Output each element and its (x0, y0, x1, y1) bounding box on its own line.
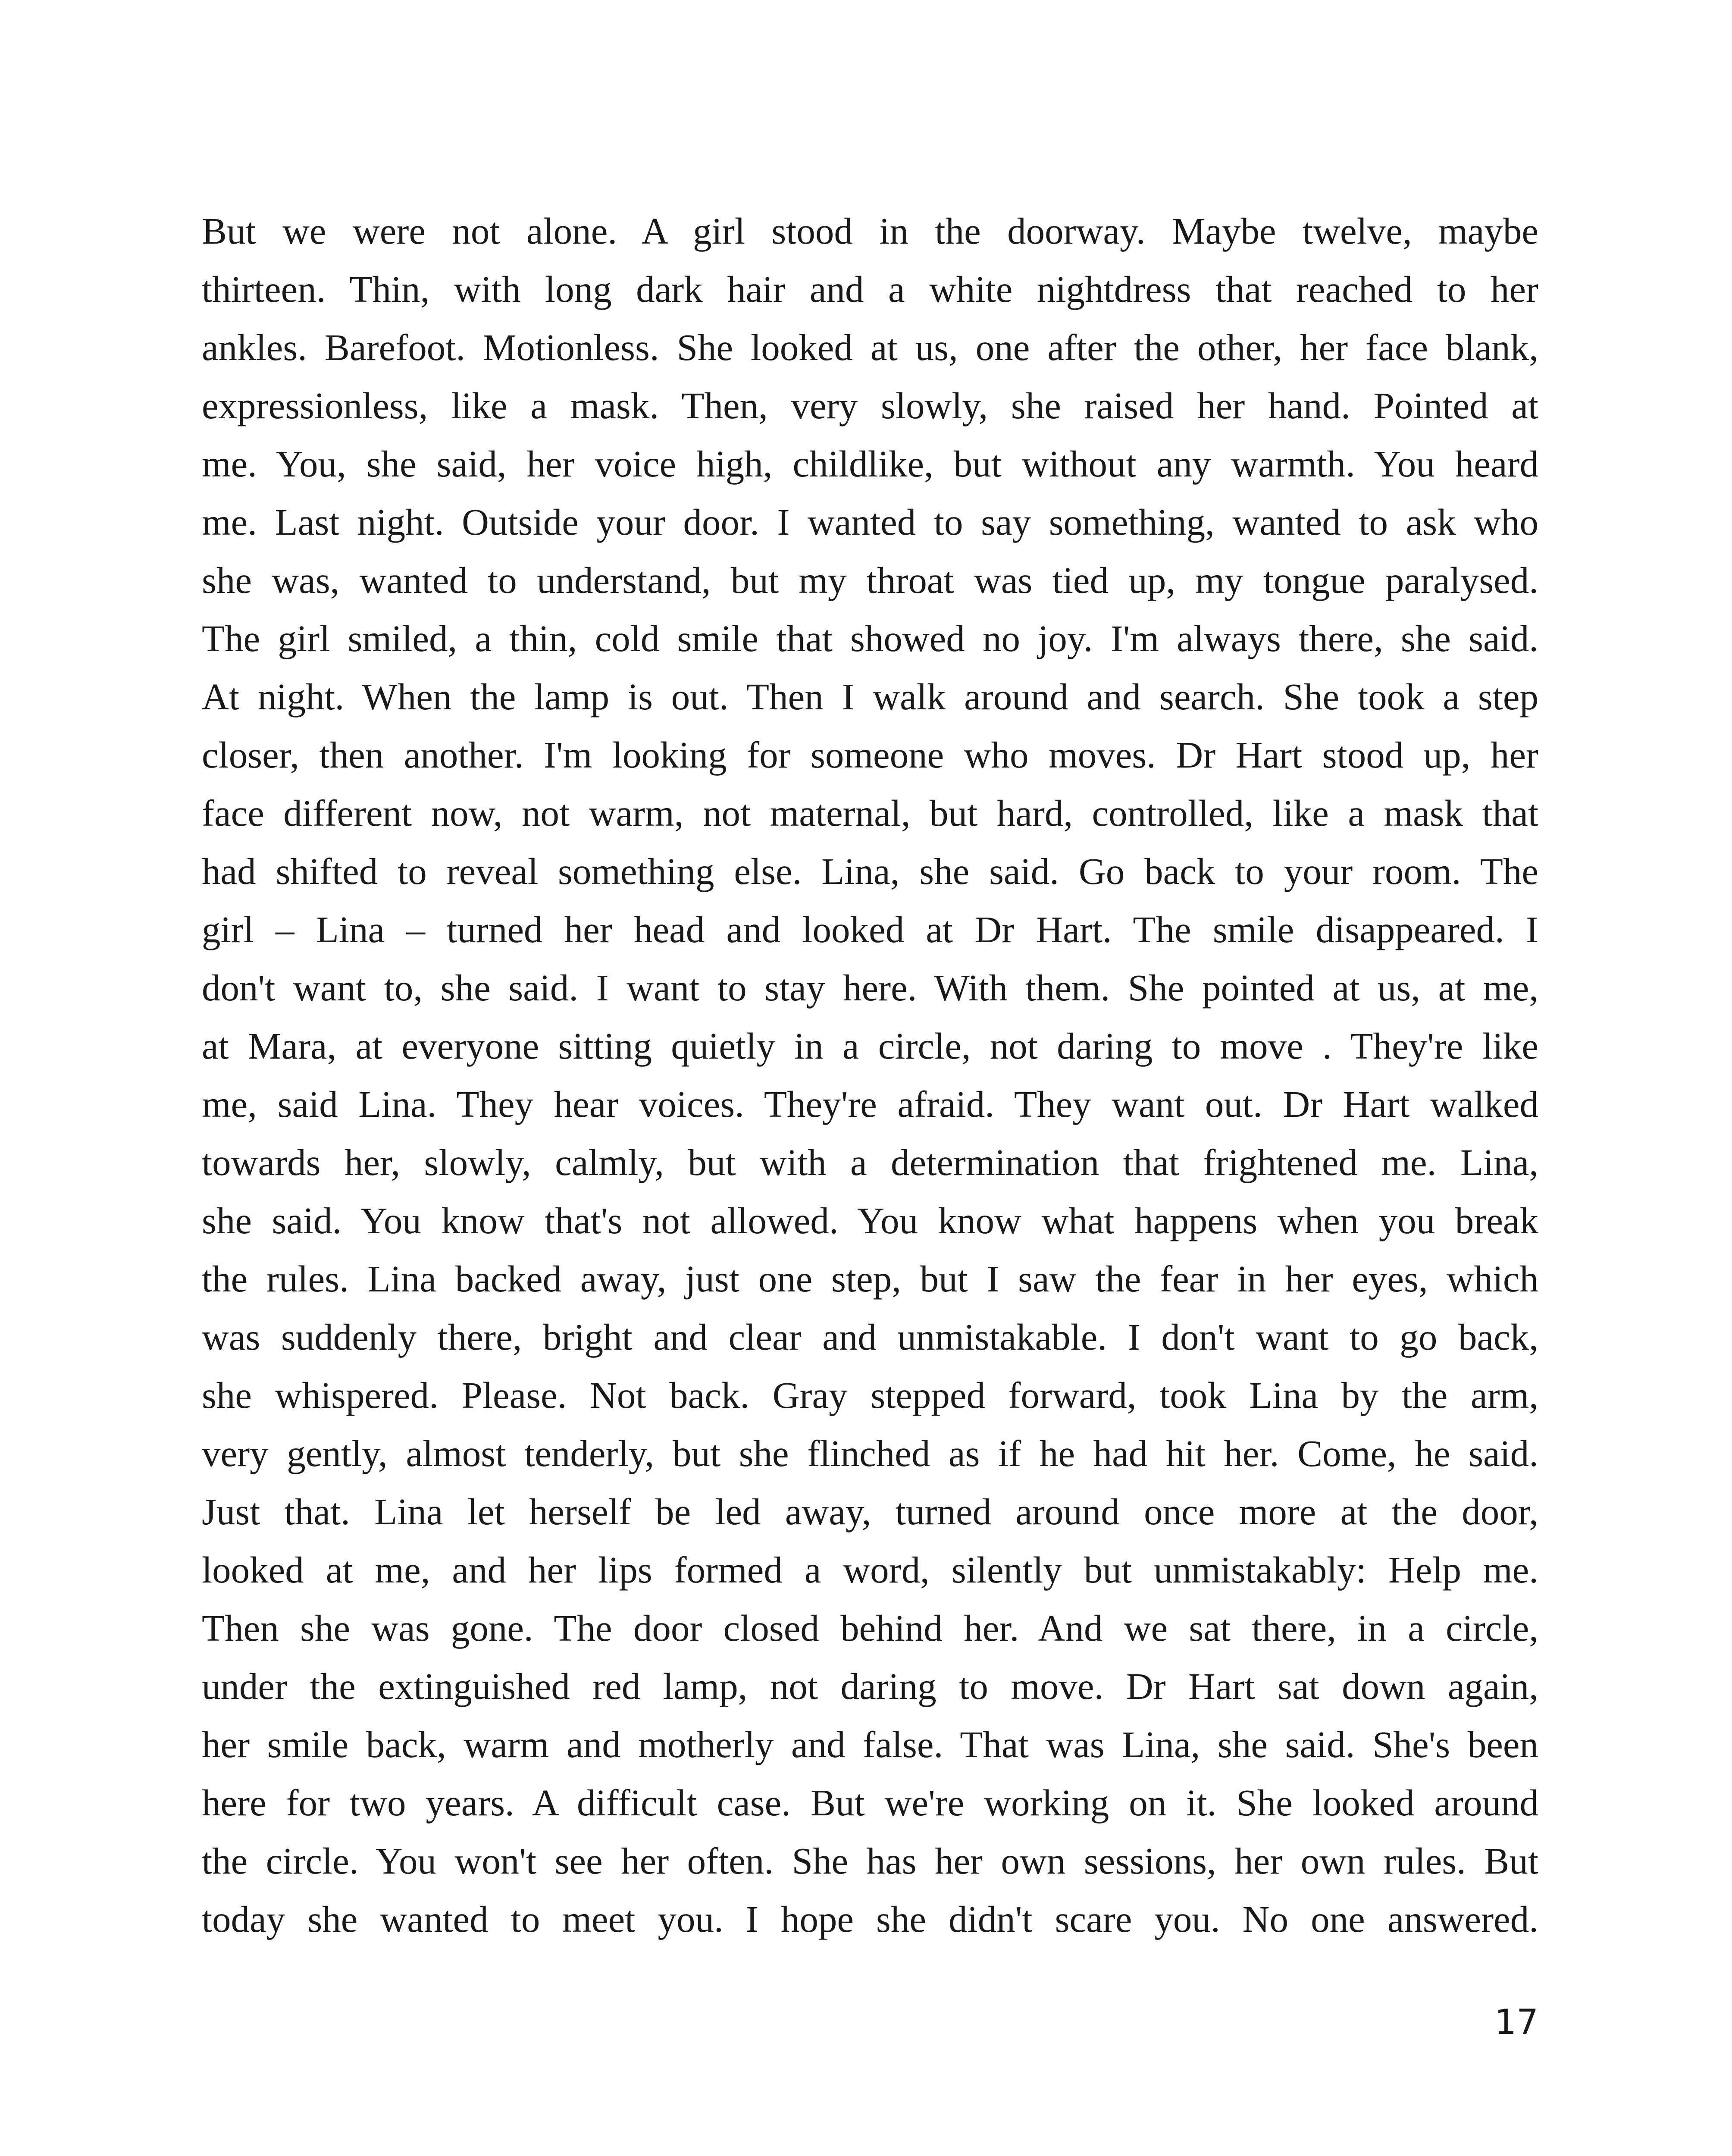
text-line: girl – Lina – turned her head and looked at Dr Hart. The smile disappeared. I (202, 909, 1538, 950)
text-line: at Mara, at everyone sitting quietly in a circle, not daring to move . They're like (202, 1025, 1538, 1067)
text-line: The girl smiled, a thin, cold smile that showed no joy. I'm always there, she said. (202, 617, 1538, 659)
text-line: she said. You know that's not allowed. You know what happens when you break (202, 1200, 1538, 1241)
text-line: had shifted to reveal something else. Lina, she said. Go back to your room. The (202, 850, 1538, 892)
text-line: Just that. Lina let herself be led away, turned around once more at the door, (202, 1491, 1538, 1532)
text-line: At night. When the lamp is out. Then I walk around and search. She took a step (202, 676, 1538, 718)
text-line: don't want to, she said. I want to stay here. With them. She pointed at us, at me, (202, 967, 1538, 1009)
text-line: me. Last night. Outside your door. I wanted to say something, wanted to ask who (202, 501, 1538, 543)
text-line: ankles. Barefoot. Motionless. She looked at us, one after the other, her face blank, (202, 326, 1538, 368)
text-line: Then she was gone. The door closed behind her. And we sat there, in a circle, (202, 1607, 1538, 1649)
text-line: here for two years. A difficult case. But we're working on it. She looked around (202, 1782, 1538, 1824)
text-line: me. You, she said, her voice high, childlike, but without any warmth. You heard (202, 443, 1538, 485)
text-line: But we were not alone. A girl stood in the doorway. Maybe twelve, maybe (202, 210, 1538, 252)
text-line: looked at me, and her lips formed a word, silently but unmistakably: Help me. (202, 1549, 1538, 1591)
text-line: the rules. Lina backed away, just one step, but I saw the fear in her eyes, which (202, 1258, 1538, 1300)
body-paragraph (202, 202, 1538, 1948)
text-line: she whispered. Please. Not back. Gray stepped forward, took Lina by the arm, (202, 1374, 1538, 1416)
text-line: was suddenly there, bright and clear and unmistakable. I don't want to go back, (202, 1316, 1538, 1358)
page-number: 17 (1494, 2002, 1538, 2042)
text-line: thirteen. Thin, with long dark hair and a white nightdress that reached to her (202, 268, 1538, 310)
text-line: very gently, almost tenderly, but she flinched as if he had hit her. Come, he said. (202, 1432, 1538, 1474)
text-line: face different now, not warm, not maternal, but hard, controlled, like a mask that (202, 792, 1538, 834)
text-line: closer, then another. I'm looking for someone who moves. Dr Hart stood up, her (202, 734, 1538, 776)
text-line: today she wanted to meet you. I hope she didn't scare you. No one answered. (202, 1898, 1538, 1940)
text-line: towards her, slowly, calmly, but with a determination that frightened me. Lina, (202, 1141, 1538, 1183)
text-line: her smile back, warm and motherly and false. That was Lina, she said. She's been (202, 1724, 1538, 1765)
text-line: under the extinguished red lamp, not daring to move. Dr Hart sat down again, (202, 1665, 1538, 1707)
text-line: the circle. You won't see her often. She has her own sessions, her own rules. But (202, 1840, 1538, 1882)
text-line: she was, wanted to understand, but my throat was tied up, my tongue paralysed. (202, 559, 1538, 601)
text-line: expressionless, like a mask. Then, very slowly, she raised her hand. Pointed at (202, 385, 1538, 426)
text-line: me, said Lina. They hear voices. They're afraid. They want out. Dr Hart walked (202, 1083, 1538, 1125)
